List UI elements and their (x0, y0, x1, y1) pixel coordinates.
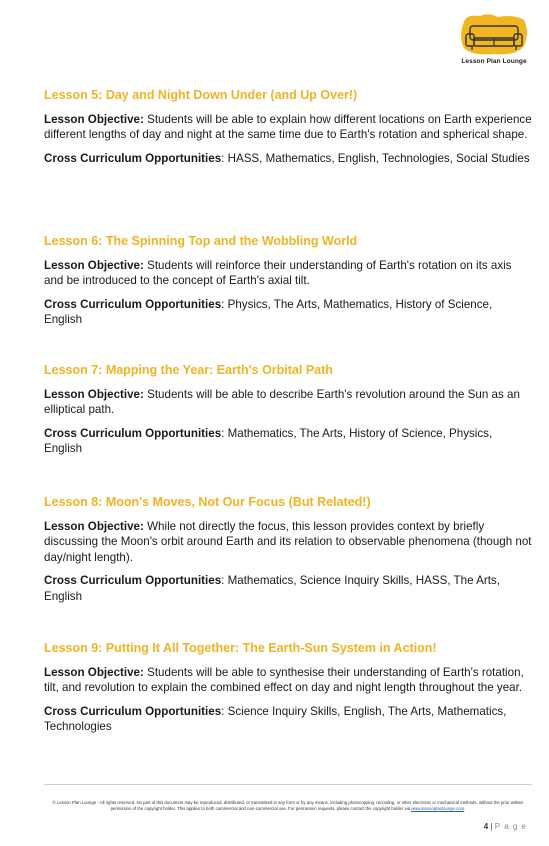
cco-label: Cross Curriculum Opportunities (44, 704, 222, 718)
footer-copyright (44, 800, 532, 812)
objective-text: Students will be able to describe Earth's revolution around the Sun as an elliptical path. (44, 388, 520, 417)
lesson-8 (44, 494, 532, 604)
objective-label: Lesson Objective: (44, 113, 144, 126)
link-suffix: . (464, 806, 466, 811)
cco-label: Cross Curriculum Opportunities (44, 297, 222, 311)
page-number (484, 822, 527, 831)
website-link[interactable]: www.lessonplanlounge.com (411, 806, 465, 811)
cco-label: Cross Curriculum Opportunities (44, 151, 222, 165)
objective-label: Lesson Objective: (44, 520, 144, 533)
logo-text: Lesson Plan Lounge (461, 58, 527, 65)
objective-label: Lesson Objective: (44, 666, 144, 679)
lesson-9 (44, 640, 532, 735)
cross-curriculum (44, 573, 532, 604)
lesson-7 (44, 362, 532, 457)
lesson-objective (44, 387, 532, 418)
objective-text: Students will be able to synthesise their understanding of Earth's rotation, tilt, and revolution to explain the combined effect on day and night length throughout the year. (44, 666, 524, 695)
page-label: P a g e (494, 822, 527, 831)
objective-text: While not directly the focus, this lesson provides context by briefly discussing the Moon's orbit around Earth and its relation to observable phenomena (though not day/night length). (44, 520, 532, 564)
brand-logo (458, 14, 530, 70)
cross-curriculum (44, 704, 532, 735)
sofa-icon (458, 14, 530, 58)
lesson-objective (44, 665, 532, 696)
footer-divider (44, 784, 532, 785)
objective-text: Students will be able to explain how different locations on Earth experience different lengths of day and night at the same time due to Earth's rotation and spherical shape. (44, 113, 532, 142)
objective-text: Students will reinforce their understanding of Earth's rotation on its axis and be introduced to the concept of Earth's axial tilt. (44, 259, 512, 288)
objective-label: Lesson Objective: (44, 259, 144, 272)
cross-curriculum (44, 151, 532, 166)
cco-text: : Physics, The Arts, Mathematics, History of Science, English (44, 297, 493, 327)
cross-curriculum (44, 426, 532, 457)
page-number-value: 4 (483, 822, 489, 831)
lesson-objective (44, 112, 532, 143)
lesson-objective (44, 519, 532, 565)
copyright-text: © Lesson Plan Lounge - All rights reserved. No part of this document may be reproduced, distributed, or transmitted in any form or by any means, including photocopying, recording, or other electronic or mechanical methods, without the prior written permission of the copyright holder. This applies to both commercial and non-commercial use. For permission requests, please contact the copyright holder via (52, 800, 524, 811)
cco-label: Cross Curriculum Opportunities (44, 426, 222, 440)
lesson-title: Lesson 5: Day and Night Down Under (and Up Over!) (44, 88, 358, 102)
cco-label: Cross Curriculum Opportunities (44, 574, 222, 588)
cco-text: : Science Inquiry Skills, English, The Arts, Mathematics, Technologies (44, 704, 507, 734)
cco-text: : Mathematics, Science Inquiry Skills, HASS, The Arts, English (44, 574, 500, 603)
lesson-title: Lesson 7: Mapping the Year: Earth's Orbital Path (44, 363, 333, 377)
lesson-6 (44, 233, 532, 328)
cco-text: : Mathematics, The Arts, History of Science, Physics, English (44, 426, 493, 456)
lesson-title: Lesson 9: Putting It All Together: The Earth-Sun System in Action! (44, 641, 437, 655)
lesson-objective (44, 258, 532, 289)
page-separator: | (488, 822, 495, 831)
objective-label: Lesson Objective: (44, 388, 144, 401)
lesson-title: Lesson 8: Moon's Moves, Not Our Focus (But Related!) (44, 495, 371, 509)
cross-curriculum (44, 297, 532, 328)
lesson-5 (44, 87, 532, 166)
lesson-title: Lesson 6: The Spinning Top and the Wobbling World (44, 234, 358, 248)
cco-text: : HASS, Mathematics, English, Technologies, Social Studies (221, 151, 530, 165)
